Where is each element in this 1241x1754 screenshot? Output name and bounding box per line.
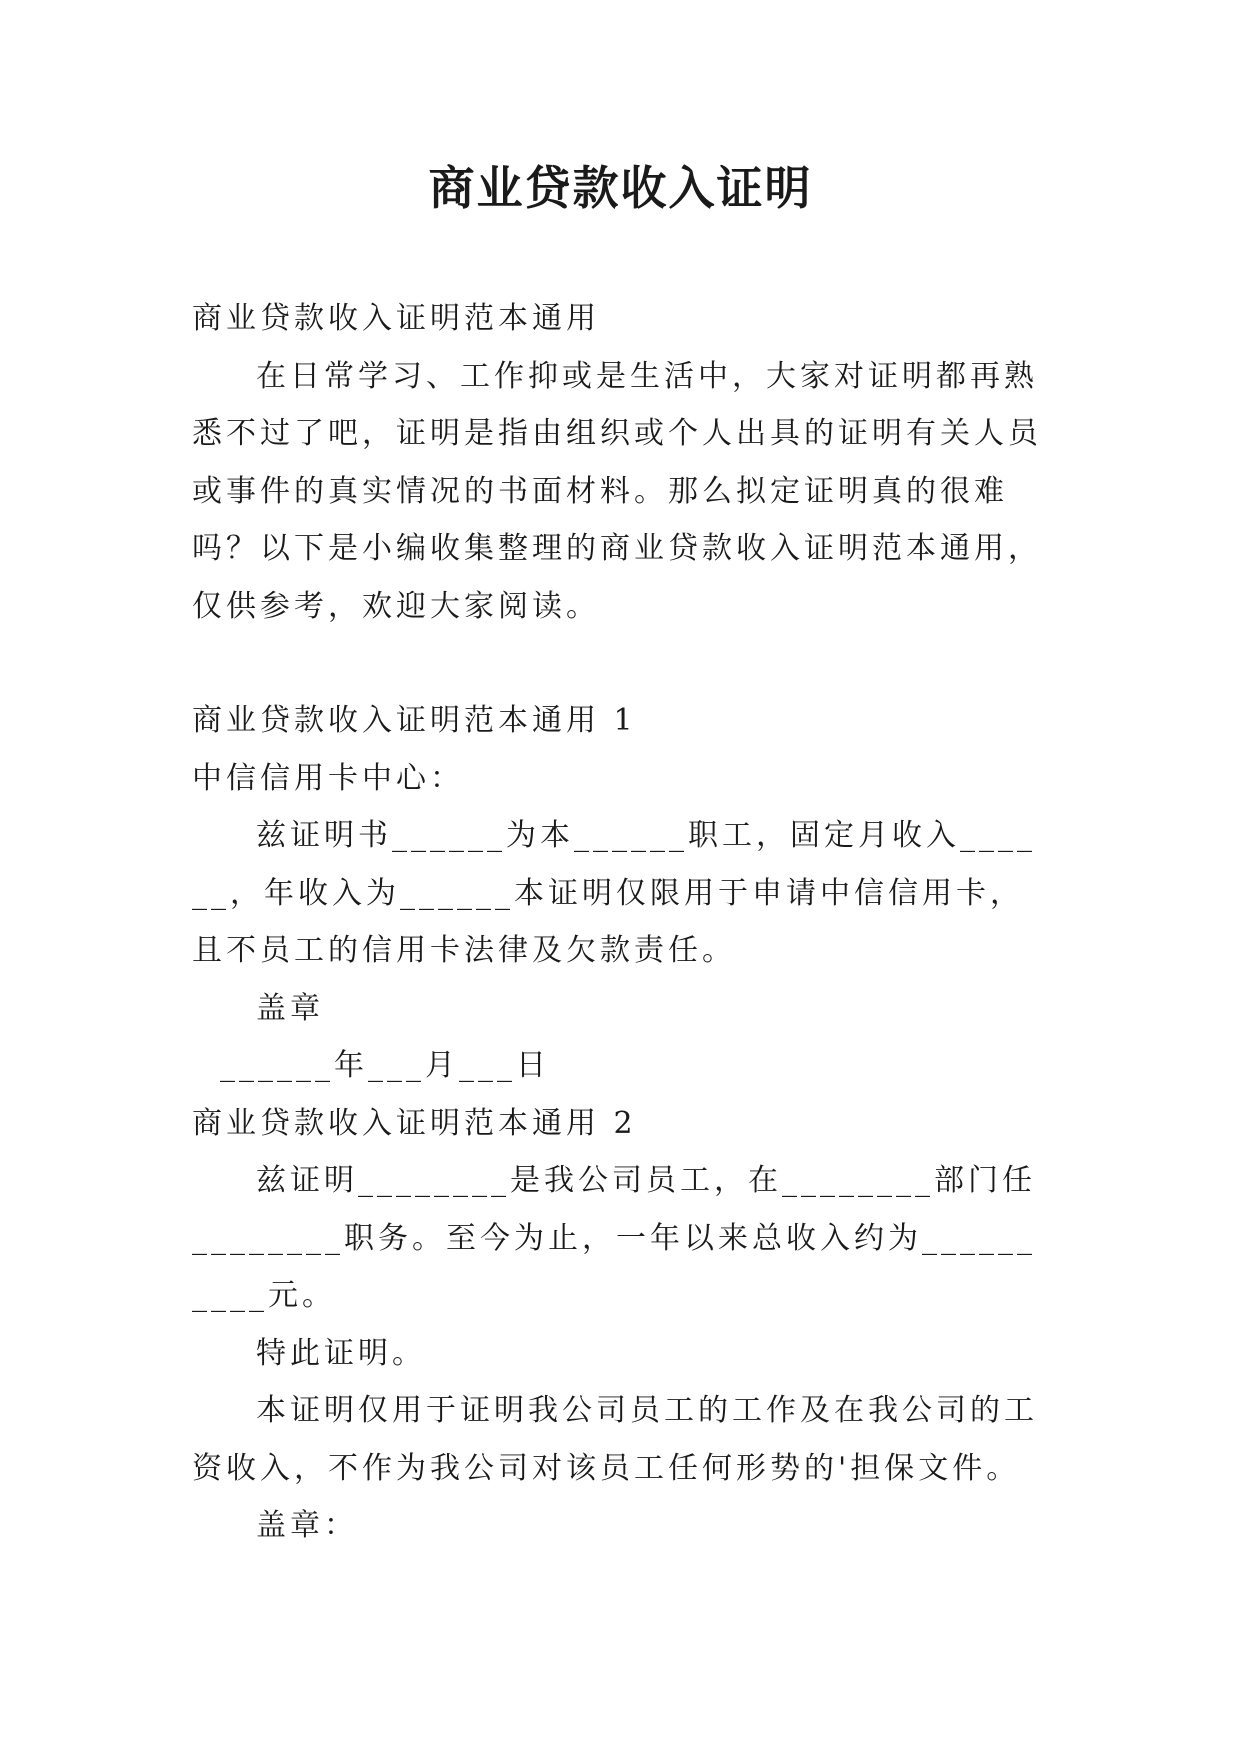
sample2-note: 本证明仅用于证明我公司员工的工作及在我公司的工资收入，不作为我公司对该员工任何形势的'担保文件。: [192, 1393, 1038, 1486]
sample1-seal: 盖章: [256, 990, 324, 1026]
sample2-heading: 商业贷款收入证明范本通用 2: [192, 1105, 637, 1141]
sample1-body: 兹证明书______为本______职工，固定月收入______，年收入为______本证明仅限用于申请中信信用卡，且不员工的信用卡法律及欠款责任。: [192, 818, 1036, 968]
intro-paragraph: 在日常学习、工作抑或是生活中，大家对证明都再熟悉不过了吧，证明是指由组织或个人出具的证明有关人员或事件的真实情况的书面材料。那么拟定证明真的很难吗？以下是小编收集整理的商业贷款收入证明范本通用，仅供参考，欢迎大家阅读。: [192, 358, 1042, 624]
section-spacer: [192, 635, 1050, 692]
sample1-addressee: 中信信用卡中心：: [192, 760, 464, 796]
sample1-heading: 商业贷款收入证明范本通用 1: [192, 703, 637, 738]
document-title: 商业贷款收入证明: [428, 161, 813, 215]
sample2-seal: 盖章：: [256, 1508, 358, 1543]
document-body: [192, 290, 1050, 1555]
sample2-special: 特此证明。: [256, 1335, 426, 1371]
sample1-date: ______年___月___日: [220, 1048, 550, 1083]
intro-heading: 商业贷款收入证明范本通用: [192, 301, 600, 336]
sample2-body: 兹证明________是我公司员工，在________部门任________职务。至今为止，一年以来总收入约为__________元。: [192, 1163, 1036, 1313]
